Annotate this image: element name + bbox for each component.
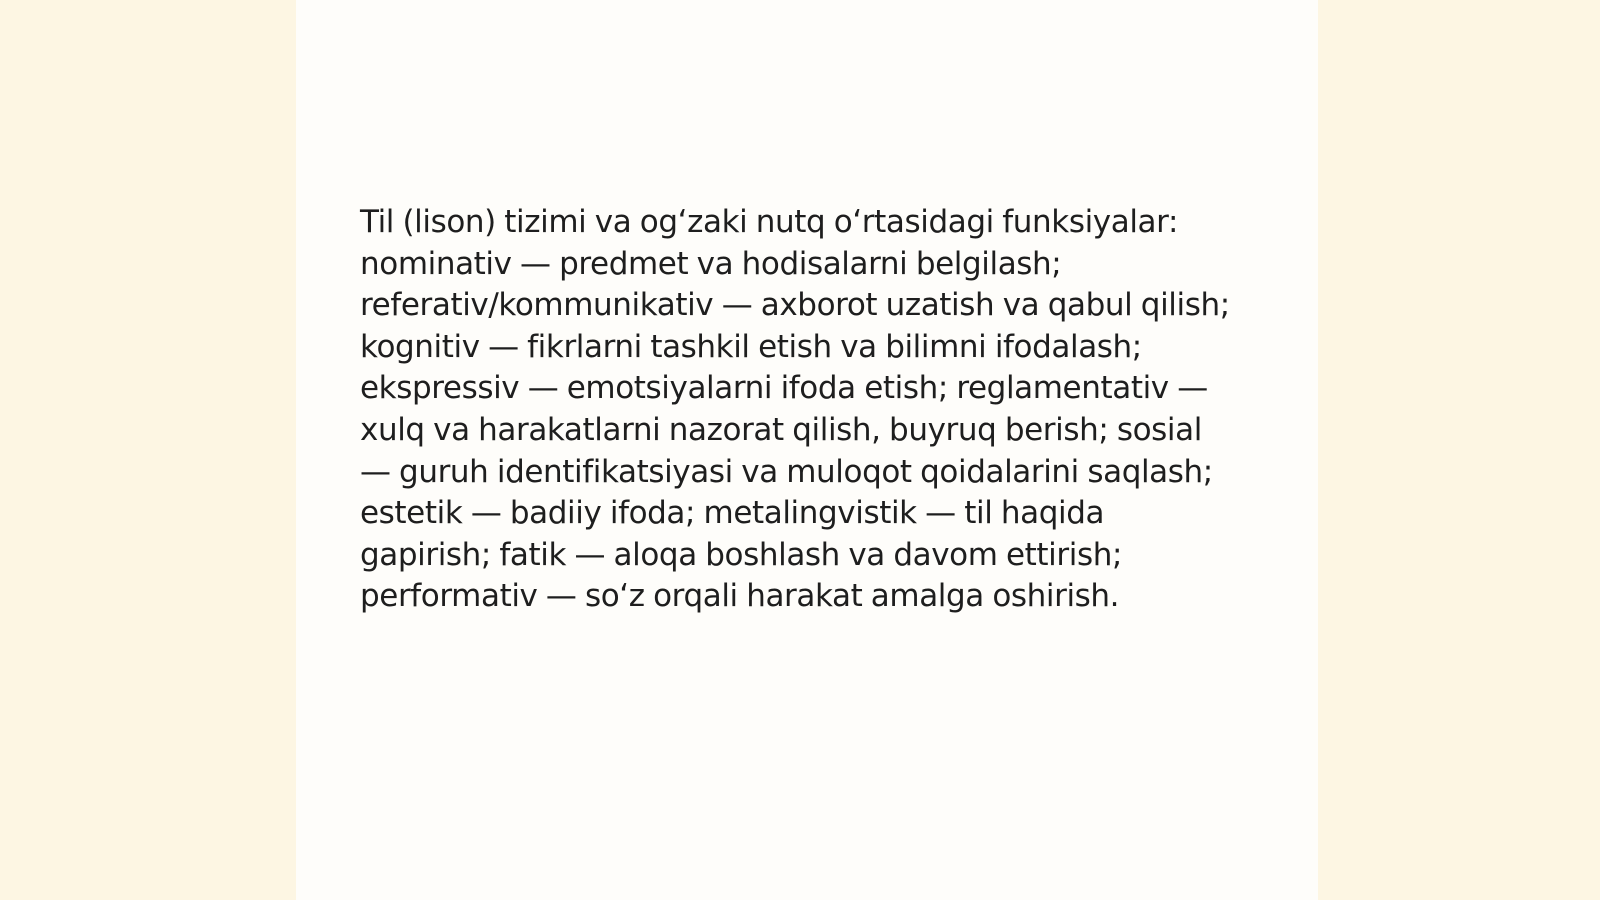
slide <box>296 0 1318 900</box>
slide-body-text: Til (lison) tizimi va ogʻzaki nutq oʻrtasidagi funksiyalar: nominativ — predmet va hodisalarni belgilash; referativ/kommunikativ — axborot uzatish va qabul qilish; kognitiv — fikrlarni tashkil etish va bilimni ifodalash; ekspressiv — emotsiyalarni ifoda etish; reglamentativ — xulq va harakatlarni nazorat qilish, buyruq berish; sosial — guruh identifikatsiyasi va muloqot qoidalarini saqlash; estetik — badiiy ifoda; metalingvistik — til haqida gapirish; fatik — aloqa boshlash va davom ettirish; performativ — soʻz orqali harakat amalga oshirish. <box>360 204 1230 615</box>
